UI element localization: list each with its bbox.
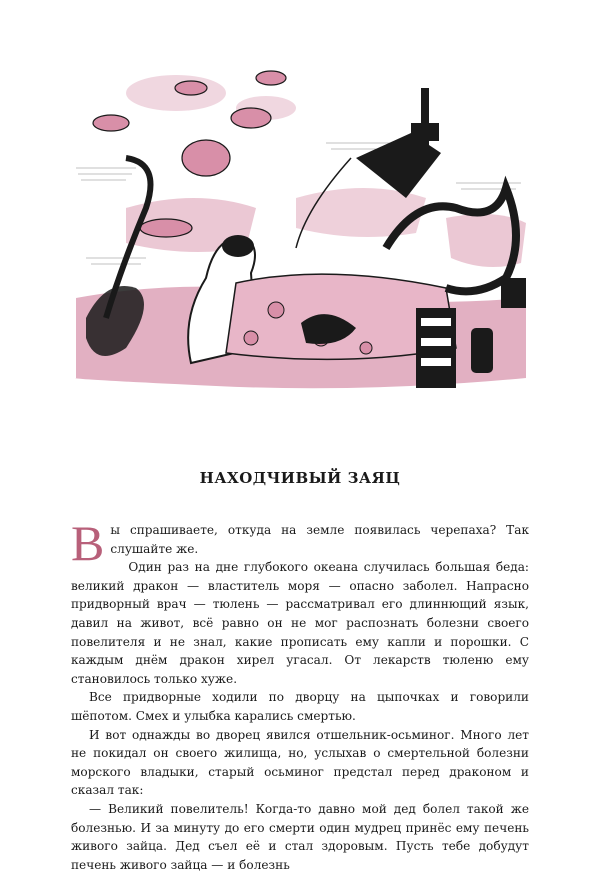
drop-cap: В	[71, 515, 105, 571]
paragraph	[71, 515, 529, 571]
paragraph: Один раз на дне глубокого океана случилась большая беда: великий дракон — властитель моря — опасно заболел. Напрасно придворный врач — тюлень — рассматривал его длиннющий язык, давил на живот, всё равно он не мог распознать болезни своего повелителя и не знал, какие прописать ему капли и порошки. С каждым днём дракон хирел угасал. От лекарств тюленю ему становилось только хуже.	[71, 560, 529, 686]
paragraph: Все придворные ходили по дворцу на цыпочках и говорили шёпотом. Смех и улыбка карались смертью.	[71, 690, 529, 723]
paragraph: И вот однажды во дворец явился отшельник-осьминог. Много лет не покидал он своего жилища, но, услыхав о смертельной болезни морского владыки, старый осьминог предстал перед драконом и сказал так:	[71, 727, 529, 798]
paragraph-text: ы спрашиваете, откуда на земле появилась черепаха? Так слушайте же.	[110, 523, 529, 556]
story-illustration	[66, 48, 536, 400]
paragraph: — Великий повелитель! Когда-то давно мой дед болел такой же болезнью. И за минуту до его смерти один мудрец принёс ему печень живого зайца. Дед съел её и стал здоровым. Пусть тебе добудут печень живого зайца — и болезнь	[71, 801, 529, 872]
story-text	[71, 515, 529, 874]
story-title: НАХОДЧИВЫЙ ЗАЯЦ	[199, 469, 401, 487]
